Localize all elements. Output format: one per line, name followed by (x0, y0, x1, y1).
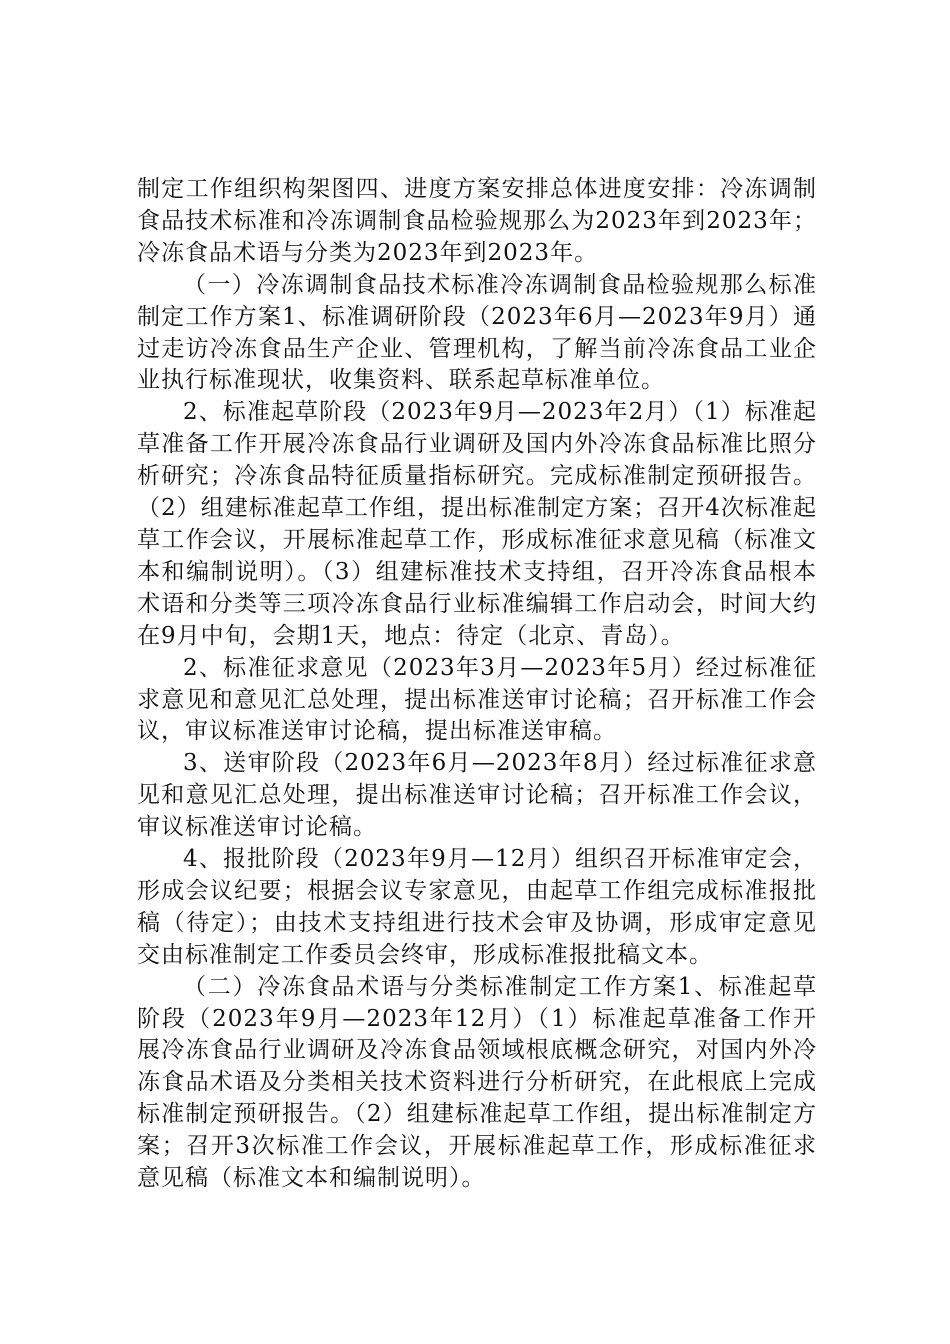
paragraph-1: 制定工作组织构架图四、进度方案安排总体进度安排：冷冻调制食品技术标准和冷冻调制食品检验规那么为2023年到2023年；冷冻食品术语与分类为2023年到2023年。 (137, 176, 817, 266)
document-body (137, 174, 817, 1195)
paragraph-6: 4、报批阶段（2023年9月—12月）组织召开标准审定会，形成会议纪要；根据会议专家意见，由起草工作组完成标准报批稿（待定）；由技术支持组进行技术会审及协调，形成审定意见交由标准制定工作委员会终审，形成标准报批稿文本。 (137, 846, 817, 968)
paragraph-2: （一）冷冻调制食品技术标准冷冻调制食品检验规那么标准制定工作方案1、标准调研阶段（2023年6月—2023年9月）通过走访冷冻食品生产企业、管理机构，了解当前冷冻食品工业企业执行标准现状，收集资料、联系起草标准单位。 (137, 271, 817, 394)
paragraph-5: 3、送审阶段（2023年6月—2023年8月）经过标准征求意见和意见汇总处理，提出标准送审讨论稿；召开标准工作会议，审议标准送审讨论稿。 (137, 750, 817, 841)
paragraph-3: 2、标准起草阶段（2023年9月—2023年2月）（1）标准起草准备工作开展冷冻食品行业调研及国内外冷冻食品标准比照分析研究；冷冻食品特征质量指标研究。完成标准制定预研报告。（2）组建标准起草工作组，提出标准制定方案；召开4次标准起草工作会议，开展标准起草工作，形成标准征求意见稿（标准文本和编制说明）。（3）组建标准技术支持组，召开冷冻食品根本术语和分类等三项冷冻食品行业标准编辑工作启动会，时间大约在9月中旬，会期1天，地点：待定（北京、青岛）。 (137, 399, 817, 649)
paragraph-7: （二）冷冻食品术语与分类标准制定工作方案1、标准起草阶段（2023年9月—2023年12月）（1）标准起草准备工作开展冷冻食品行业调研及冷冻食品领域根底概念研究，对国内外冷冻食品术语及分类相关技术资料进行分析研究，在此根底上完成标准制定预研报告。（2）组建标准起草工作组，提出标准制定方案；召开3次标准工作会议，开展标准起草工作，形成标准征求意见稿（标准文本和编制说明）。 (137, 973, 817, 1192)
paragraph-4: 2、标准征求意见（2023年3月—2023年5月）经过标准征求意见和意见汇总处理，提出标准送审讨论稿；召开标准工作会议，审议标准送审讨论稿，提出标准送审稿。 (137, 654, 817, 745)
